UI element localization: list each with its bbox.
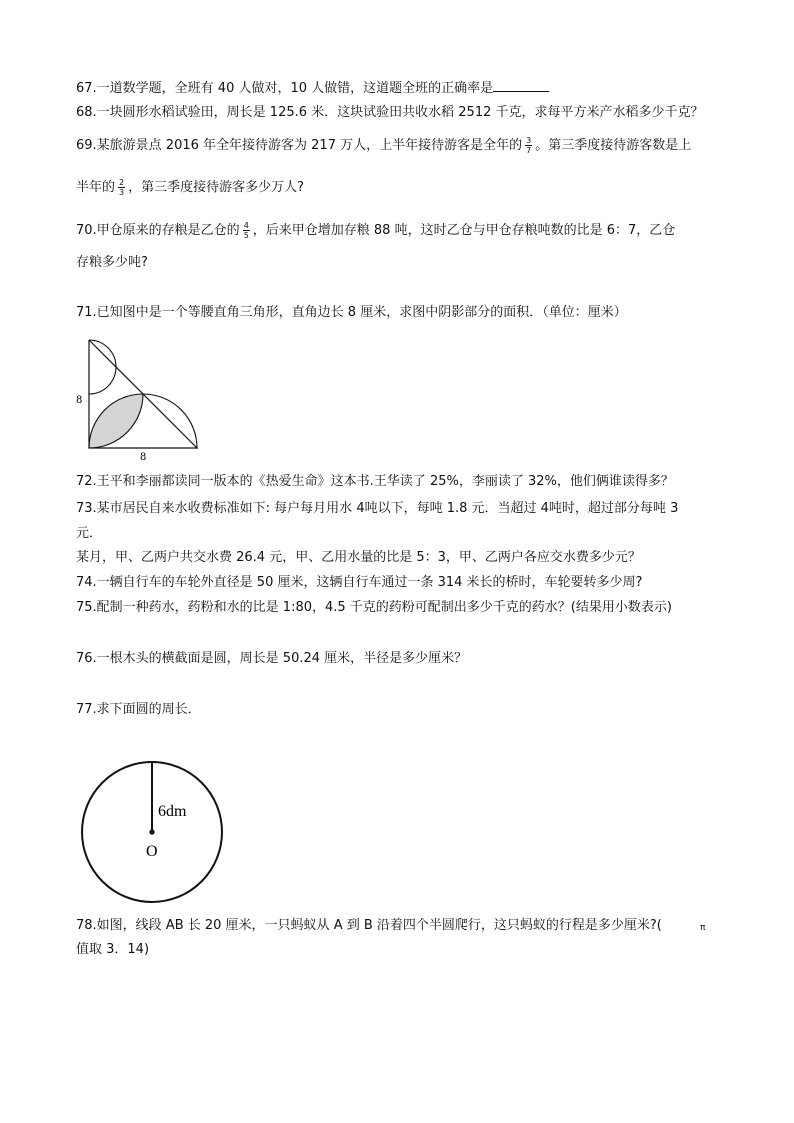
question-75-text: 75.配制一种药水，药粉和水的比是 1:80，4.5 千克的药粉可配制出多少千克的药水？(结果用小数表示)	[76, 600, 672, 615]
fraction-denominator: 5	[243, 231, 249, 240]
question-73-text-2: 元．	[76, 526, 103, 541]
center-label: O	[146, 843, 158, 860]
question-70-line-2	[76, 254, 148, 272]
question-67	[76, 79, 549, 98]
upper-semicircle	[89, 340, 116, 394]
question-71-text: 71.已知图中是一个等腰直角三角形，直角边长 8 厘米，求图中阴影部分的面积．（单位：厘米）	[76, 305, 627, 320]
question-73-line-3	[76, 549, 641, 567]
circle-figure	[78, 760, 226, 904]
question-69-text-2: 。第三季度接待游客数是上	[535, 138, 692, 153]
question-76	[76, 650, 467, 668]
fraction-2-3	[118, 178, 125, 197]
question-70-text-3: 存粮多少吨?	[76, 255, 148, 270]
question-69-text-4: ，第三季度接待游客多少万人?	[128, 180, 305, 195]
center-point	[149, 829, 154, 834]
question-73-text-1: 73.某市居民自来水收费标准如下: 每户每月用水 4吨以下，每吨 1.8 元．当超过 4吨时，超过部分每吨 3	[76, 501, 679, 516]
question-75	[76, 599, 672, 617]
question-70-text-1: 70.甲仓原来的存粮是乙仓的	[76, 223, 240, 238]
side-label: 8	[76, 395, 83, 406]
question-73-text-3: 某月，甲、乙两户共交水费 26.4 元，甲、乙用水量的比是 5：3，甲、乙两户各应交水费多少元？	[76, 550, 641, 565]
question-76-text: 76.一根木头的横截面是圆，周长是 50.24 厘米，半径是多少厘米？	[76, 651, 468, 666]
question-69-text-3: 半年的	[76, 180, 116, 195]
question-74-text: 74.一辆自行车的车轮外直径是 50 厘米，这辆自行车通过一条 314 米长的桥时，车轮要转多少周?	[76, 575, 643, 590]
fraction-3-7	[525, 136, 532, 155]
question-73-line-2	[76, 525, 102, 543]
question-67-text: 67.一道数学题，全班有 40 人做对，10 人做错，这道题全班的正确率是	[76, 81, 494, 96]
question-77-text: 77.求下面圆的周长．	[76, 702, 201, 717]
triangle-figure	[70, 332, 210, 462]
answer-blank	[493, 79, 549, 92]
fraction-numerator: 2	[119, 178, 125, 187]
question-72-text: 72.王平和李丽都读同一版本的《热爱生命》这本书.王华读了 25%，李丽读了 32%，他们俩谁读得多？	[76, 474, 674, 489]
question-74	[76, 574, 642, 592]
question-78-line-2	[76, 941, 149, 959]
pi-symbol: π	[700, 923, 706, 933]
question-78-line-1	[76, 917, 662, 935]
question-78-text-1: 78.如图，线段 AB 长 20 厘米，一只蚂蚁从 A 到 B 沿着四个半圆爬行，这只蚂蚁的行程是多少厘米?(	[76, 918, 662, 933]
question-72	[76, 473, 674, 491]
bottom-label: 8	[140, 452, 147, 462]
question-73-line-1	[76, 500, 678, 518]
fraction-numerator: 3	[526, 136, 532, 145]
shaded-region	[89, 394, 143, 448]
question-70-text-2: ，后来甲仓增加存粮 88 吨，这时乙仓与甲仓存粮吨数的比是 6：7，乙仓	[252, 223, 676, 238]
question-68-text: 68.一块圆形水稻试验田，周长是 125.6 米．这块试验田共收水稻 2512 千克，求每平方米产水稻多少千克？	[76, 105, 704, 120]
fraction-denominator: 7	[526, 146, 532, 155]
question-78-text-2: 值取 3．14)	[76, 942, 150, 957]
radius-label: 6dm	[158, 803, 187, 820]
question-69-line-2	[76, 178, 304, 197]
question-69-line-1	[76, 136, 691, 155]
fraction-4-5	[243, 221, 250, 240]
question-68	[76, 104, 704, 122]
fraction-numerator: 4	[243, 221, 249, 230]
question-77	[76, 701, 201, 719]
question-70-line-1	[76, 221, 675, 240]
question-69-text-1: 69.某旅游景点 2016 年全年接待游客为 217 万人，上半年接待游客是全年的	[76, 138, 523, 153]
question-71	[76, 304, 627, 322]
fraction-denominator: 3	[119, 188, 125, 197]
